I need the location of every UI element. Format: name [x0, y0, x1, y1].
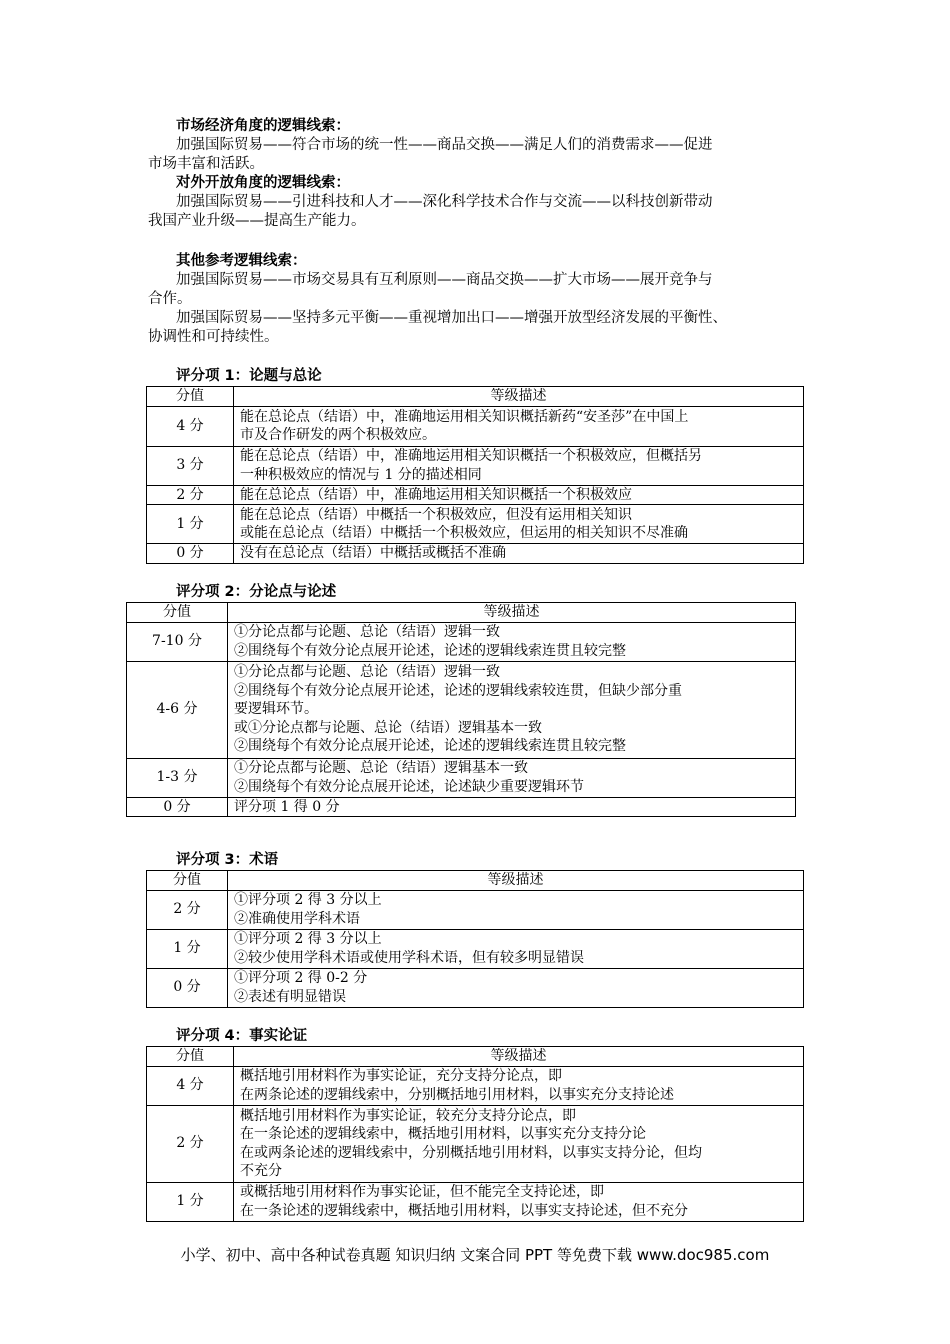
table-row — [147, 406, 804, 446]
description-line: ①评分项 2 得 0-2 分 — [234, 970, 368, 986]
market-heading: 市场经济角度的逻辑线索： — [176, 118, 350, 134]
description-cell — [228, 622, 796, 661]
open-line-2: 我国产业升级——提高生产能力。 — [148, 213, 366, 229]
description-line: ②围绕每个有效分论点展开论述，论述缺少重要逻辑环节 — [234, 778, 584, 795]
description-cell — [234, 544, 804, 564]
description-line: ②围绕每个有效分论点展开论述，论述的逻辑线索连贯且较完整 — [234, 738, 626, 755]
description-cell — [234, 1066, 804, 1105]
other-1-line-1: 加强国际贸易——市场交易具有互利原则——商品交换——扩大市场——展开竞争与 — [176, 272, 713, 288]
description-cell — [234, 1105, 804, 1182]
column-header-score: 分值 — [147, 871, 228, 891]
description-line: ①分论点都与论题、总论（结语）逻辑一致 — [234, 664, 500, 681]
column-header-score: 分值 — [147, 387, 234, 407]
table-header-row — [147, 387, 804, 407]
rubric-4-title: 评分项 4：事实论证 — [176, 1028, 308, 1044]
description-cell — [234, 406, 804, 446]
column-header-score: 分值 — [127, 603, 228, 623]
table-row — [127, 661, 796, 758]
description-line: 能在总论点（结语）中，准确地运用相关知识概括一个积极效应 — [240, 486, 632, 503]
description-line: 或概括地引用材料作为事实论证，但不能完全支持论述，即 — [240, 1184, 604, 1200]
description-cell — [228, 797, 796, 817]
description-line: ①评分项 2 得 3 分以上 — [234, 892, 382, 908]
table-row — [147, 929, 804, 968]
table-row — [127, 758, 796, 797]
description-line: ②准确使用学科术语 — [234, 910, 360, 927]
description-line: 概括地引用材料作为事实论证，较充分支持分论点，即 — [240, 1107, 576, 1124]
score-cell: 7-10 分 — [127, 622, 228, 661]
table-row — [147, 968, 804, 1007]
table-row — [147, 544, 804, 564]
score-cell: 4 分 — [147, 406, 234, 446]
description-line: 能在总论点（结语）中，准确地运用相关知识概括新药“安圣莎”在中国上 — [240, 408, 689, 425]
description-cell — [234, 505, 804, 544]
table-row — [147, 1182, 804, 1221]
score-cell: 2 分 — [147, 485, 234, 505]
description-line: ②围绕每个有效分论点展开论述，论述的逻辑线索较连贯，但缺少部分重 — [234, 682, 682, 699]
rubric-2-title: 评分项 2：分论点与论述 — [176, 584, 337, 600]
table-row — [127, 622, 796, 661]
rubric-3-title: 评分项 3：术语 — [176, 852, 279, 868]
score-cell: 4-6 分 — [127, 661, 228, 758]
table-row — [147, 890, 804, 929]
description-line: 要逻辑环节。 — [234, 701, 318, 718]
table-row — [147, 505, 804, 544]
rubric-4-table — [146, 1046, 804, 1222]
score-cell: 0 分 — [147, 544, 234, 564]
description-line: 没有在总论点（结语）中概括或概括不准确 — [240, 545, 506, 561]
description-cell — [234, 1182, 804, 1221]
description-line: ②较少使用学科术语或使用学科术语，但有较多明显错误 — [234, 949, 584, 966]
score-cell: 0 分 — [127, 797, 228, 817]
description-line: 概括地引用材料作为事实论证，充分支持分论点，即 — [240, 1068, 562, 1084]
table-header-row — [147, 1047, 804, 1067]
market-line-1: 加强国际贸易——符合市场的统一性——商品交换——满足人们的消费需求——促进 — [176, 137, 713, 153]
description-line: 在或两条论述的逻辑线索中，分别概括地引用材料，以事实支持分论，但均 — [240, 1144, 702, 1161]
table-row — [147, 446, 804, 485]
score-cell: 3 分 — [147, 446, 234, 485]
description-cell — [228, 758, 796, 797]
description-cell — [228, 890, 804, 929]
description-line: 或①分论点都与论题、总论（结语）逻辑基本一致 — [234, 719, 542, 736]
description-line: 市及合作研发的两个积极效应。 — [240, 427, 436, 443]
score-cell: 1-3 分 — [127, 758, 228, 797]
score-cell: 2 分 — [147, 890, 228, 929]
open-line-1: 加强国际贸易——引进科技和人才——深化科学技术合作与交流——以科技创新带动 — [176, 194, 713, 210]
description-line: 在两条论述的逻辑线索中，分别概括地引用材料，以事实充分支持论述 — [240, 1086, 674, 1103]
description-cell — [228, 661, 796, 758]
column-header-score: 分值 — [147, 1047, 234, 1067]
market-line-2: 市场丰富和活跃。 — [148, 156, 264, 172]
other-1-line-2: 合作。 — [148, 291, 192, 307]
table-header-row — [147, 871, 804, 891]
footer-download-notice[interactable]: 小学、初中、高中各种试卷真题 知识归纳 文案合同 PPT 等免费下载 www.doc985.com — [180, 1246, 770, 1264]
description-line: ①分论点都与论题、总论（结语）逻辑一致 — [234, 624, 500, 640]
description-line: 或能在总论点（结语）中概括一个积极效应，但运用的相关知识不尽准确 — [240, 525, 688, 541]
description-line: ②表述有明显错误 — [234, 988, 346, 1005]
table-row — [127, 797, 796, 817]
rubric-3-table — [146, 870, 804, 1008]
table-row — [147, 485, 804, 505]
other-heading: 其他参考逻辑线索： — [176, 253, 307, 269]
rubric-1-title: 评分项 1：论题与总论 — [176, 368, 322, 384]
description-line: ①分论点都与论题、总论（结语）逻辑基本一致 — [234, 760, 528, 776]
score-cell: 1 分 — [147, 1182, 234, 1221]
column-header-description: 等级描述 — [234, 387, 804, 407]
score-cell: 0 分 — [147, 968, 228, 1007]
description-line: 评分项 1 得 0 分 — [234, 798, 340, 815]
score-cell: 4 分 — [147, 1066, 234, 1105]
rubric-1-table — [146, 386, 804, 564]
score-cell: 1 分 — [147, 929, 228, 968]
other-2-line-1: 加强国际贸易——坚持多元平衡——重视增加出口——增强开放型经济发展的平衡性、 — [176, 310, 727, 326]
table-row — [147, 1066, 804, 1105]
rubric-2-table — [126, 602, 796, 817]
other-2-line-2: 协调性和可持续性。 — [148, 329, 279, 345]
description-line: 在一条论述的逻辑线索中，概括地引用材料，以事实支持论述，但不充分 — [240, 1202, 688, 1219]
score-cell: 2 分 — [147, 1105, 234, 1182]
description-line: 一种积极效应的情况与 1 分的描述相同 — [240, 466, 482, 483]
table-header-row — [127, 603, 796, 623]
description-cell — [234, 446, 804, 485]
column-header-description: 等级描述 — [234, 1047, 804, 1067]
description-cell — [228, 968, 804, 1007]
description-line: 能在总论点（结语）中，准确地运用相关知识概括一个积极效应，但概括另 — [240, 448, 702, 464]
description-cell — [234, 485, 804, 505]
description-line: 不充分 — [240, 1163, 282, 1179]
open-heading: 对外开放角度的逻辑线索： — [176, 175, 350, 191]
description-line: 能在总论点（结语）中概括一个积极效应，但没有运用相关知识 — [240, 506, 632, 523]
description-cell — [228, 929, 804, 968]
description-line: ②围绕每个有效分论点展开论述，论述的逻辑线索连贯且较完整 — [234, 642, 626, 659]
column-header-description: 等级描述 — [228, 871, 804, 891]
description-line: 在一条论述的逻辑线索中，概括地引用材料，以事实充分支持分论 — [240, 1126, 646, 1142]
score-cell: 1 分 — [147, 505, 234, 544]
description-line: ①评分项 2 得 3 分以上 — [234, 931, 382, 947]
column-header-description: 等级描述 — [228, 603, 796, 623]
table-row — [147, 1105, 804, 1182]
